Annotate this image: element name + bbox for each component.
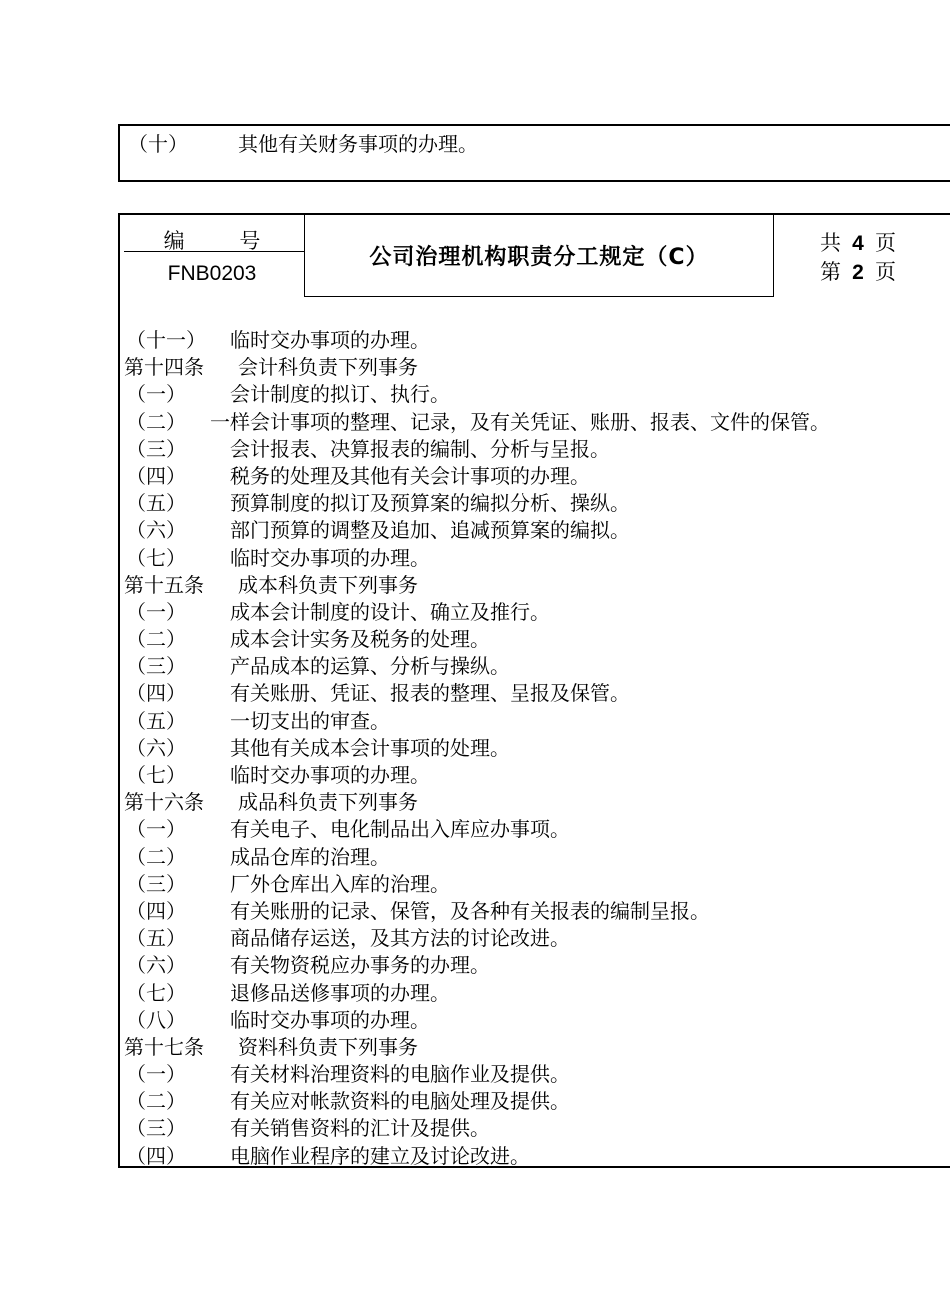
- article-heading: [120, 1034, 950, 1061]
- list-item: [120, 816, 950, 843]
- item-number: （六）: [126, 735, 186, 760]
- list-item: [120, 1143, 950, 1170]
- list-item: [120, 898, 950, 925]
- item-number: （四）: [126, 1143, 186, 1168]
- item-number: （五）: [126, 491, 186, 516]
- item-text: 部门预算的调整及追加、追减预算案的编拟。: [230, 518, 630, 543]
- item-text: 电脑作业程序的建立及讨论改进。: [230, 1143, 530, 1168]
- item-number: （三）: [126, 1116, 186, 1141]
- list-item: [120, 762, 950, 789]
- list-item: [120, 545, 950, 572]
- item-text: 成本会计实务及税务的处理。: [230, 627, 490, 652]
- item-text: 其他有关财务事项的办理。: [238, 132, 478, 156]
- list-item: [120, 680, 950, 707]
- item-number: （五）: [126, 708, 186, 733]
- list-item: [120, 708, 950, 735]
- item-text: 有关材料治理资料的电脑作业及提供。: [230, 1062, 570, 1087]
- list-item: [120, 490, 950, 517]
- item-text: 有关电子、电化制品出入库应办事项。: [230, 817, 570, 842]
- list-item: [120, 844, 950, 871]
- list-item: [120, 653, 950, 680]
- item-text: 会计报表、决算报表的编制、分析与呈报。: [230, 436, 610, 461]
- item-text: 临时交办事项的办理。: [230, 545, 430, 570]
- previous-item: [128, 128, 478, 157]
- article-number: 第十五条: [124, 572, 204, 597]
- list-item: [120, 409, 950, 436]
- previous-page-box: [118, 124, 950, 182]
- current-page: 第 2 页: [820, 260, 896, 284]
- article-number: 第十七条: [124, 1034, 204, 1059]
- item-number: （七）: [126, 980, 186, 1005]
- item-text: 有关账册、凭证、报表的整理、呈报及保管。: [230, 681, 630, 706]
- list-item: [120, 952, 950, 979]
- article-number: 第十六条: [124, 790, 204, 815]
- document-title: 公司治理机构职责分工规定（C）: [369, 245, 709, 270]
- item-number: （七）: [126, 763, 186, 787]
- item-text: 临时交办事项的办理。: [230, 328, 430, 352]
- list-item: [120, 381, 950, 408]
- item-number: （一）: [126, 599, 186, 624]
- code-value: FNB0203: [167, 262, 257, 285]
- item-number: （一）: [126, 817, 186, 842]
- item-text: 有关应对帐款资料的电脑处理及提供。: [230, 1089, 570, 1114]
- list-item: [120, 1007, 950, 1034]
- item-text: 一样会计事项的整理、记录，及有关凭证、账册、报表、文件的保管。: [210, 409, 830, 434]
- item-number: （六）: [126, 518, 186, 543]
- item-number: （一）: [126, 382, 186, 407]
- item-text: 成品仓库的治理。: [230, 844, 390, 869]
- item-text: 商品储存运送，及其方法的讨论改进。: [230, 926, 570, 951]
- item-number: （三）: [126, 871, 186, 896]
- item-number: （四）: [126, 898, 186, 923]
- item-text: 税务的处理及其他有关会计事项的办理。: [230, 463, 590, 488]
- item-text: 会计制度的拟订、执行。: [230, 382, 450, 407]
- code-divider: [124, 251, 304, 252]
- article-title: 成品科负责下列事务: [238, 790, 418, 815]
- list-item: [120, 327, 950, 354]
- item-text: 其他有关成本会计事项的处理。: [230, 735, 510, 760]
- list-item: [120, 599, 950, 626]
- page-counter: [820, 229, 896, 287]
- code-cell: [120, 215, 304, 297]
- article-title: 成本科负责下列事务: [238, 572, 418, 597]
- item-number: （二）: [126, 627, 186, 652]
- item-number: （六）: [126, 953, 186, 978]
- item-number: （八）: [126, 1007, 186, 1032]
- item-text: 临时交办事项的办理。: [230, 763, 430, 787]
- total-pages: 共 4 页: [820, 231, 896, 255]
- item-number: （五）: [126, 926, 186, 951]
- item-number: （三）: [126, 436, 186, 461]
- article-title: 资料科负责下列事务: [238, 1034, 418, 1059]
- article-heading: [120, 354, 950, 381]
- item-number: （三）: [126, 654, 186, 679]
- item-number: （十一）: [126, 328, 206, 352]
- document-page-box: [118, 213, 950, 1168]
- list-item: [120, 1061, 950, 1088]
- item-text: 预算制度的拟订及预算案的编拟分析、操纵。: [230, 491, 630, 516]
- item-text: 退修品送修事项的办理。: [230, 980, 450, 1005]
- item-text: 厂外仓库出入库的治理。: [230, 871, 450, 896]
- list-item: [120, 626, 950, 653]
- list-item: [120, 980, 950, 1007]
- item-text: 产品成本的运算、分析与操纵。: [230, 654, 510, 679]
- item-text: 临时交办事项的办理。: [230, 1007, 430, 1032]
- document-body: [120, 327, 950, 1170]
- item-number: （四）: [126, 681, 186, 706]
- list-item: [120, 925, 950, 952]
- item-text: 有关物资税应办事务的办理。: [230, 953, 490, 978]
- list-item: [120, 1115, 950, 1142]
- item-text: 有关账册的记录、保管，及各种有关报表的编制呈报。: [230, 898, 710, 923]
- item-number: （七）: [126, 545, 186, 570]
- item-number: （四）: [126, 463, 186, 488]
- item-text: 有关销售资料的汇计及提供。: [230, 1116, 490, 1141]
- list-item: [120, 871, 950, 898]
- list-item: [120, 735, 950, 762]
- item-number: （二）: [126, 409, 186, 434]
- item-text: 成本会计制度的设计、确立及推行。: [230, 599, 550, 624]
- item-number: （二）: [126, 1089, 186, 1114]
- title-cell: [304, 215, 774, 297]
- item-number: （一）: [126, 1062, 186, 1087]
- code-label: 编 号: [163, 229, 285, 253]
- item-number: （十）: [128, 132, 188, 156]
- article-number: 第十四条: [124, 355, 204, 380]
- item-text: 一切支出的审查。: [230, 708, 390, 733]
- list-item: [120, 436, 950, 463]
- list-item: [120, 1088, 950, 1115]
- list-item: [120, 463, 950, 490]
- article-heading: [120, 572, 950, 599]
- article-title: 会计科负责下列事务: [238, 355, 418, 380]
- article-heading: [120, 789, 950, 816]
- item-number: （二）: [126, 844, 186, 869]
- list-item: [120, 517, 950, 544]
